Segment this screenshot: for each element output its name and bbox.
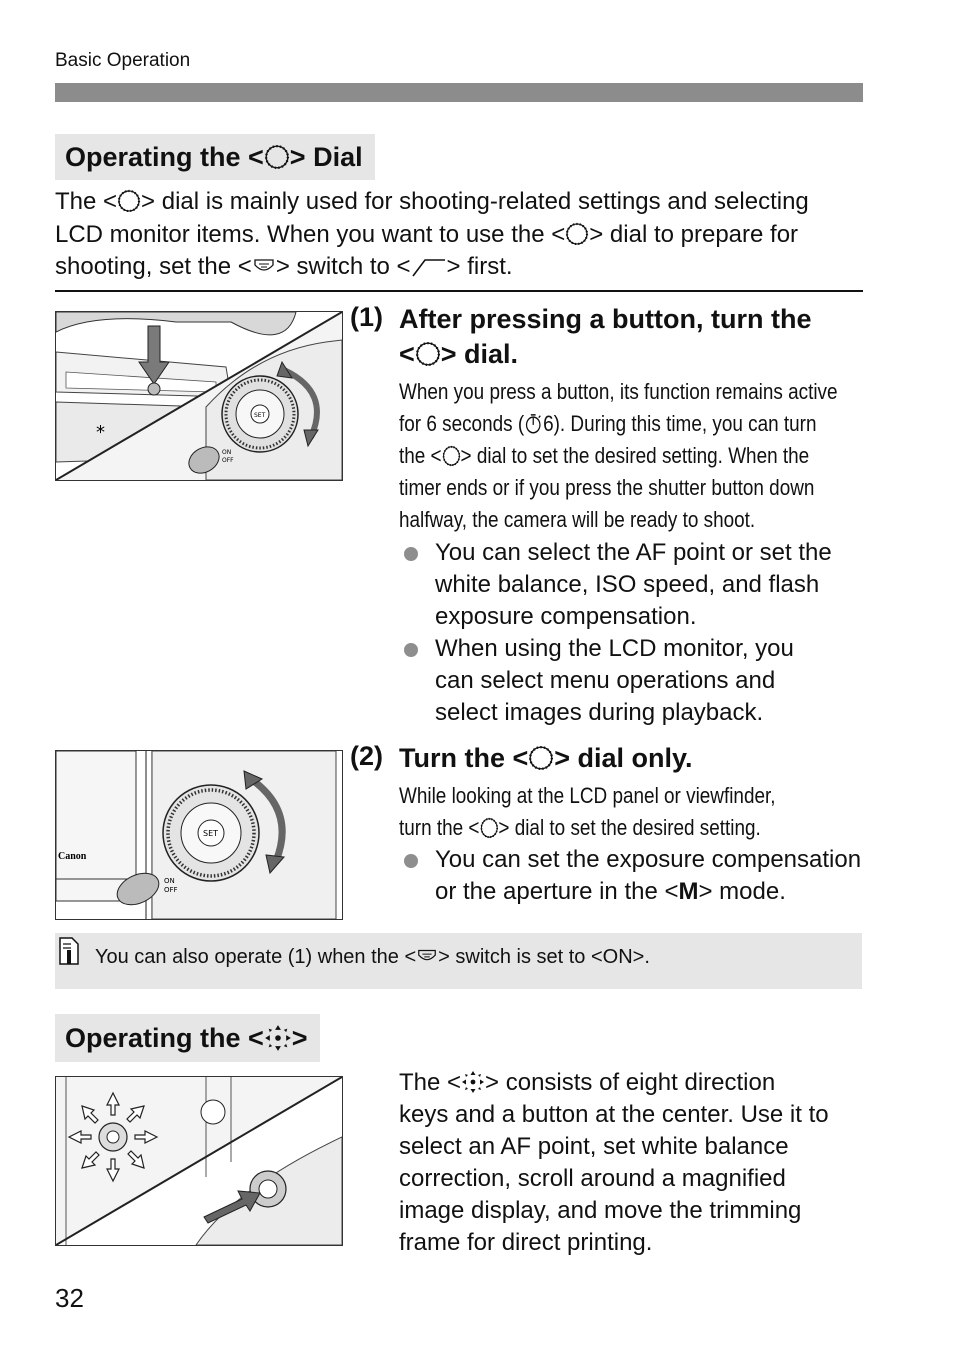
step-1-desc-text: the < xyxy=(399,443,442,468)
quick-control-dial-icon xyxy=(264,144,290,170)
step-2-desc-text: > dial to set the desired setting. xyxy=(498,815,761,840)
header-bar xyxy=(55,83,863,102)
section-title-multi-controller xyxy=(55,1014,320,1062)
step-1-description xyxy=(399,376,855,536)
step-1-bullet-2 xyxy=(435,633,794,729)
lock-switch-icon xyxy=(416,945,438,967)
quick-control-dial-icon xyxy=(479,817,498,839)
body-text: The < xyxy=(399,1069,462,1096)
intro-text: > switch to < xyxy=(275,253,411,280)
step-1-title-text: > dial. xyxy=(440,339,519,369)
body-line xyxy=(399,1067,869,1099)
bullet-text: or the aperture in the < xyxy=(435,878,679,905)
body-line: correction, scroll around a magnified xyxy=(399,1165,786,1192)
step-2-desc-line xyxy=(399,812,855,844)
quick-control-dial-icon xyxy=(565,222,589,246)
section-title-prefix: Operating the < xyxy=(65,141,264,172)
bullet-dot xyxy=(404,854,418,868)
step-1-desc-line: timer ends or if you press the shutter button down xyxy=(399,475,815,500)
step-1-desc-line xyxy=(399,440,855,472)
step-1-desc-text: ). During this time, you can turn xyxy=(553,411,817,436)
bullet-dot xyxy=(404,643,418,657)
switch-off-label: OFF xyxy=(164,886,178,894)
section-title-prefix: Operating the < xyxy=(65,1022,264,1053)
bullet-line: exposure compensation. xyxy=(435,603,697,630)
switch-on-label: ON xyxy=(164,877,175,885)
intro-text: shooting, set the < xyxy=(55,253,252,280)
note-text-part: You can also operate (1) when the < xyxy=(95,946,417,968)
multi-controller-icon xyxy=(461,1070,485,1094)
body-text: > consists of eight direction xyxy=(485,1069,776,1096)
step-2-title-text: Turn the < xyxy=(399,743,529,773)
switch-value: ON xyxy=(602,946,633,968)
intro-text: > dial to prepare for xyxy=(589,220,799,248)
section-title-suffix: > Dial xyxy=(289,141,363,172)
body-line: frame for direct printing. xyxy=(399,1229,653,1256)
section-title-quick-dial xyxy=(55,134,375,180)
intro-line-3 xyxy=(55,251,865,284)
step-2-desc-line: While looking at the LCD panel or viewfinder, xyxy=(399,783,776,808)
bullet-line: select images during playback. xyxy=(435,699,764,726)
timer-icon xyxy=(524,413,543,435)
switch-on-label: ON xyxy=(222,449,232,456)
manual-mode-icon: M xyxy=(678,878,699,905)
switch-off-label: OFF xyxy=(222,457,234,464)
body-line: keys and a button at the center. Use it to xyxy=(399,1101,829,1128)
bullet-line: can select menu operations and xyxy=(435,667,776,694)
brand-label: Canon xyxy=(58,851,87,862)
running-header: Basic Operation xyxy=(55,50,191,71)
camera-top-drawing xyxy=(56,312,342,480)
body-line: image display, and move the trimming xyxy=(399,1197,802,1224)
bullet-line: white balance, ISO speed, and flash xyxy=(435,571,820,598)
camera-top-illustration xyxy=(55,311,343,481)
quick-control-dial-icon xyxy=(528,745,554,771)
multi-controller-description xyxy=(399,1067,869,1259)
svg-text:*: * xyxy=(96,422,105,443)
timer-value: 6 xyxy=(543,411,554,436)
page-number: 32 xyxy=(55,1283,84,1313)
step-1-bullet-1 xyxy=(435,537,832,633)
camera-back-drawing xyxy=(56,751,342,919)
intro-text: > first. xyxy=(446,253,513,280)
step-1-title-line-1: After pressing a button, turn the xyxy=(399,304,812,334)
intro-text: The < xyxy=(55,188,118,215)
lock-switch-icon xyxy=(252,254,276,278)
step-2-bullet xyxy=(435,844,861,908)
bullet-text: > mode. xyxy=(698,878,786,905)
bullet-line: You can set the exposure compensation xyxy=(435,846,862,873)
quick-control-dial-icon xyxy=(442,445,461,467)
bullet-line: When using the LCD monitor, you xyxy=(435,635,794,662)
note-icon xyxy=(58,936,80,966)
multi-controller-drawing xyxy=(56,1077,342,1245)
step-1-desc-text: for 6 seconds ( xyxy=(399,411,525,436)
body-line: select an AF point, set white balance xyxy=(399,1133,789,1160)
step-1-desc-line: halfway, the camera will be ready to shoot. xyxy=(399,507,756,532)
step-1-title xyxy=(399,302,812,372)
section-title-suffix: > xyxy=(291,1022,308,1053)
step-2-number: (2) xyxy=(350,741,383,771)
note-text xyxy=(95,945,650,969)
bullet-line: You can select the AF point or set the xyxy=(435,539,832,566)
note-text-part: >. xyxy=(632,946,650,968)
quick-control-dial-icon xyxy=(415,341,441,367)
step-2-title xyxy=(399,741,693,776)
step-2-title-text: > dial only. xyxy=(554,743,693,773)
intro-text: > dial is mainly used for shooting-related settings and selecting xyxy=(141,188,809,215)
step-2-desc-text: turn the < xyxy=(399,815,480,840)
section-divider xyxy=(55,290,863,292)
step-1-title-text: < xyxy=(399,339,415,369)
multi-controller-illustration xyxy=(55,1076,343,1246)
switch-position-icon xyxy=(411,256,447,278)
intro-line-2 xyxy=(55,219,865,252)
bullet-dot xyxy=(404,547,418,561)
intro-text: LCD monitor items. When you want to use the < xyxy=(55,220,566,248)
step-1-desc-text: > dial to set the desired setting. When the xyxy=(460,443,810,468)
intro-paragraph xyxy=(55,186,865,284)
intro-line-1 xyxy=(55,186,865,219)
step-1-number: (1) xyxy=(350,302,383,332)
note-box xyxy=(55,933,862,989)
camera-back-illustration xyxy=(55,750,343,920)
step-1-desc-line: When you press a button, its function remains active xyxy=(399,379,838,404)
step-1-title-line-2 xyxy=(399,337,812,372)
multi-controller-icon xyxy=(264,1024,292,1052)
quick-control-dial-icon xyxy=(117,189,141,213)
bullet-line xyxy=(435,876,861,908)
set-button-label: SET xyxy=(254,412,266,419)
step-1-desc-line xyxy=(399,408,855,440)
note-text-part: > switch is set to < xyxy=(438,946,603,968)
set-button-label: SET xyxy=(203,829,219,838)
step-2-description xyxy=(399,780,855,844)
